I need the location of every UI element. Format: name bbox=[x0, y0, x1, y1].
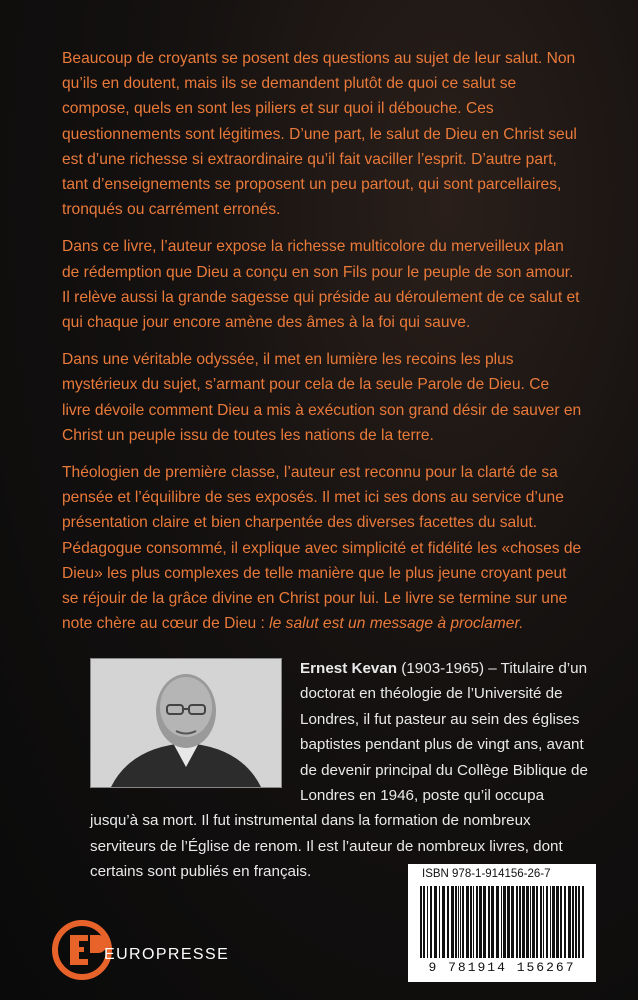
publisher-name: EUROPRESSE bbox=[104, 946, 230, 963]
barcode-bar bbox=[575, 886, 577, 958]
barcode-bar bbox=[550, 886, 551, 958]
barcode-bar bbox=[568, 886, 571, 958]
paragraph-1: Beaucoup de croyants se posent des questions au sujet de leur salut. Non qu’ils en doutent, mais ils se demandent plutôt de quoi ce salut se compose, quels en sont les piliers et sur quoi il débouche. Ces questionnements sont légitimes. D’une part, le salut de Dieu en Christ seul est d’une richesse si extraordinaire qu’il fait vaciller l’esprit. D’autre part, tant d’enseignements se proposent un peu partout, qui sont parcellaires, tronqués ou carrément erronés. bbox=[62, 50, 577, 219]
author-bio bbox=[90, 656, 590, 885]
barcode-bar bbox=[473, 886, 474, 958]
barcode-bar bbox=[519, 886, 521, 958]
barcode-bar bbox=[427, 886, 428, 958]
barcode-bar bbox=[447, 886, 449, 958]
author-bio-text: (1903-1965) – Titulaire d’un doctorat en théologie de l’Université de Londres, il fut pasteur au sein des églises baptistes pendant plus de vingt ans, avant de devenir principal du Collège Biblique de Londres en 1946, poste qu’il occupa jusqu’à sa mort. Il fut instrumental dans la formation de nombreux serviteurs de l’Église de renom. Il est l’auteur de nombreux livres, dont certains sont publiés en français. bbox=[90, 660, 588, 881]
barcode-bar bbox=[560, 886, 562, 958]
barcode-bar bbox=[476, 886, 478, 958]
barcode-bar bbox=[546, 886, 548, 958]
barcode-bar bbox=[496, 886, 499, 958]
barcode-bars bbox=[420, 886, 584, 958]
barcode-bar bbox=[439, 886, 440, 958]
barcode-bar bbox=[540, 886, 542, 958]
barcode-bar bbox=[434, 886, 437, 958]
barcode-bar bbox=[470, 886, 472, 958]
barcode-bar bbox=[479, 886, 482, 958]
barcode-bar bbox=[488, 886, 490, 958]
back-cover-description bbox=[62, 46, 582, 648]
barcode-bar bbox=[532, 886, 535, 958]
barcode-bar bbox=[420, 886, 422, 958]
barcode-bar bbox=[430, 886, 432, 958]
barcode-bar bbox=[552, 886, 555, 958]
barcode-bar bbox=[483, 886, 486, 958]
barcode-bar bbox=[522, 886, 525, 958]
barcode-bar bbox=[451, 886, 454, 958]
paragraph-4 bbox=[62, 460, 582, 636]
barcode-bar bbox=[526, 886, 529, 958]
author-name: Ernest Kevan bbox=[300, 660, 398, 677]
barcode-bar bbox=[501, 886, 502, 958]
barcode-bar bbox=[516, 886, 518, 958]
barcode-bar bbox=[442, 886, 445, 958]
barcode-bar bbox=[511, 886, 514, 958]
barcode-bar bbox=[564, 886, 566, 958]
paragraph-3: Dans une véritable odyssée, il met en lumière les recoins les plus mystérieux du sujet, s’armant pour cela de la seule Parole de Dieu. Ce livre dévoile comment Dieu a mis à exécution son grand désir de sauver en Christ un peuple issu de toutes les nations de la terre. bbox=[62, 351, 582, 444]
barcode-digits: 9 781914 156267 bbox=[428, 960, 576, 975]
paragraph-4-emphasis: le salut est un message à proclamer. bbox=[269, 615, 524, 633]
paragraph-4-text: Théologien de première classe, l’auteur est reconnu pour la clarté de sa pensée et l’équilibre de ses exposés. Il met ici ses dons au service d’une présentation claire et bien charpentée des diverses facettes du salut. Pédagogue consommé, il explique avec simplicité et fidélité les «choses de Dieu» les plus complexes de telle manière que le plus jeune croyant peut se réjouir de la grâce divine en Christ pour lui. Le livre se termine sur une note chère au cœur de Dieu : bbox=[62, 464, 582, 633]
barcode-bar bbox=[503, 886, 506, 958]
barcode-bar bbox=[578, 886, 580, 958]
barcode-bar bbox=[455, 886, 457, 958]
isbn-label: ISBN 978-1-914156-26-7 bbox=[422, 868, 551, 880]
barcode-bar bbox=[466, 886, 469, 958]
barcode-bar bbox=[572, 886, 574, 958]
barcode-bar bbox=[460, 886, 461, 958]
barcode-bar bbox=[423, 886, 425, 958]
paragraph-2: Dans ce livre, l’auteur expose la richesse multicolore du merveilleux plan de rédemption que Dieu a conçu en son Fils pour le peuple de son amour. Il relève aussi la grande sagesse qui préside au déroulement de ce salut et qui chaque jour encore amène des âmes à la foi qui sauve. bbox=[62, 238, 580, 332]
barcode-bar bbox=[543, 886, 544, 958]
barcode-bar bbox=[536, 886, 538, 958]
barcode-bar bbox=[530, 886, 531, 958]
barcode-bar bbox=[556, 886, 559, 958]
barcode-bar bbox=[507, 886, 510, 958]
isbn-barcode bbox=[408, 864, 596, 982]
barcode-bar bbox=[458, 886, 459, 958]
barcode-bar bbox=[462, 886, 464, 958]
barcode-bar bbox=[582, 886, 584, 958]
barcode-bar bbox=[491, 886, 494, 958]
photo-spacer bbox=[90, 656, 300, 786]
